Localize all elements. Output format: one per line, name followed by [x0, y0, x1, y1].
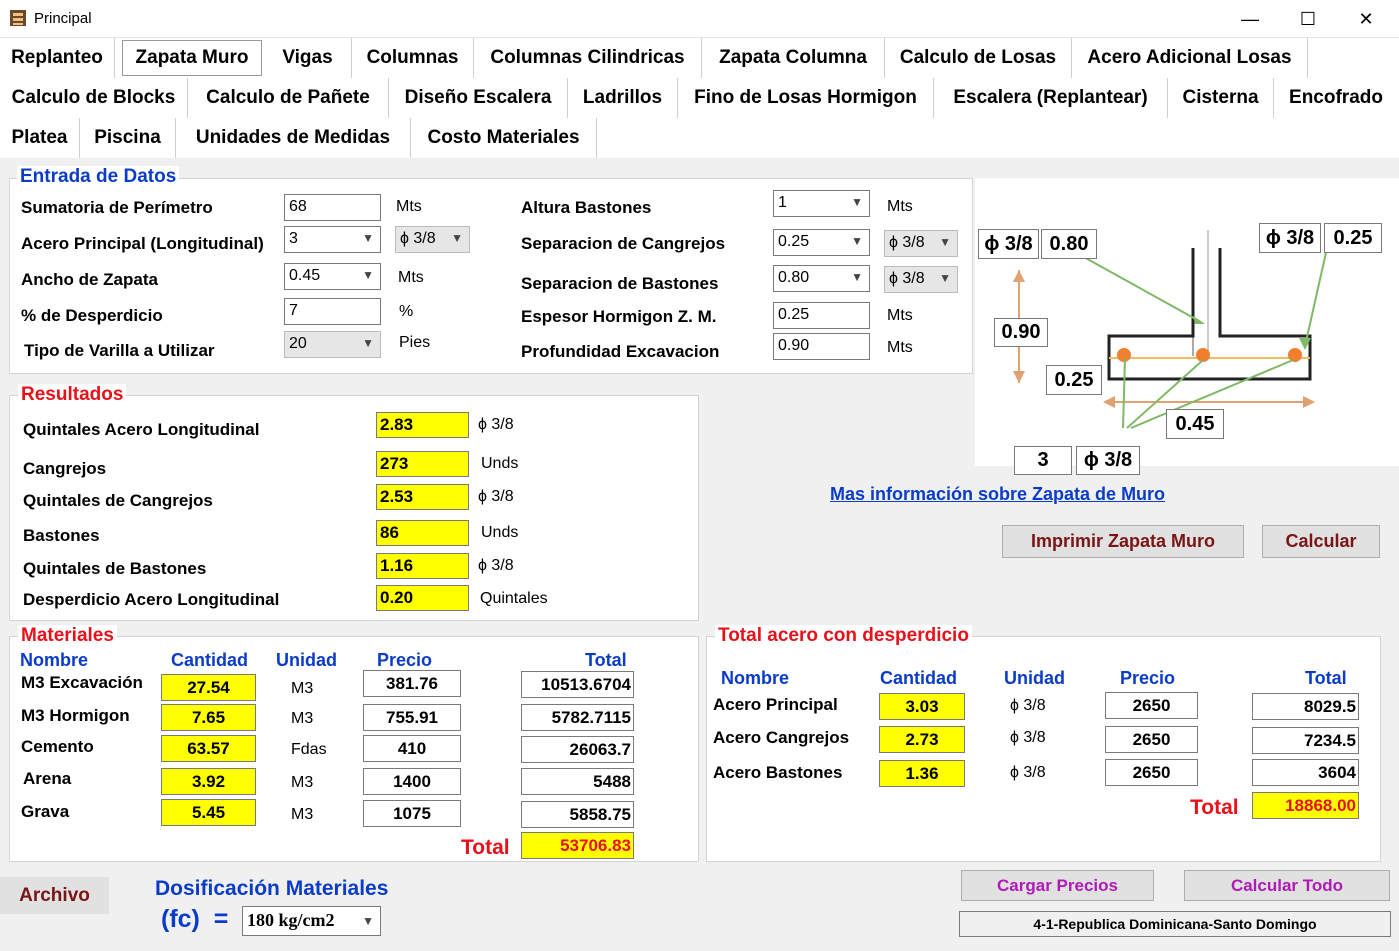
mat-nombre-1: M3 Hormigon — [21, 706, 130, 725]
profundidad-label: Profundidad Excavacion — [521, 342, 720, 361]
sep-bastones-label: Separacion de Bastones — [521, 274, 719, 293]
perimetro-input[interactable]: 68 — [284, 194, 381, 221]
diagram-bottom-diam: ϕ 3/8 — [1076, 446, 1140, 475]
acero-precio-0[interactable]: 2650 — [1105, 692, 1198, 719]
mat-total-0: 10513.6704 — [521, 671, 634, 698]
tab-costo-materiales[interactable]: Costo Materiales — [411, 118, 597, 158]
sep-cangrejos-diam-value: ϕ 3/8 — [889, 234, 925, 251]
mat-header-total: Total — [585, 650, 627, 670]
tab-strip — [0, 38, 1399, 158]
res-unit-4: ϕ 3/8 — [478, 557, 514, 574]
desperdicio-unit: % — [399, 303, 414, 320]
res-value-0: 2.83 — [376, 412, 469, 438]
mat-total-label: Total — [461, 836, 510, 859]
res-label-0: Quintales Acero Longitudinal — [23, 420, 260, 439]
acero-principal-label: Acero Principal (Longitudinal) — [21, 234, 264, 253]
res-label-4: Quintales de Bastones — [23, 559, 207, 578]
acero-diam-value: ϕ 3/8 — [400, 230, 436, 247]
mat-cantidad-0: 27.54 — [161, 674, 256, 701]
altura-bastones-unit: Mts — [887, 198, 913, 215]
varilla-value: 20 — [289, 335, 307, 352]
acero-nombre-0: Acero Principal — [713, 695, 838, 714]
altura-bastones-label: Altura Bastones — [521, 198, 652, 217]
minimize-button[interactable]: — — [1241, 8, 1259, 29]
acero-total-0: 8029.5 — [1252, 693, 1359, 720]
sep-cangrejos-select[interactable] — [773, 229, 870, 256]
perimetro-unit: Mts — [396, 198, 422, 215]
res-value-5: 0.20 — [376, 585, 469, 611]
chevron-down-icon: ▼ — [939, 235, 951, 249]
acero-principal-select[interactable] — [284, 226, 381, 253]
mat-precio-4[interactable]: 1075 — [363, 800, 461, 827]
fc-label: (fc) = — [161, 905, 229, 933]
mat-header-unidad: Unidad — [276, 650, 337, 670]
maximize-button[interactable]: ☐ — [1299, 8, 1317, 29]
tab-page-zapata-muro — [0, 158, 1399, 951]
res-unit-0: ϕ 3/8 — [478, 416, 514, 433]
tab-replanteo[interactable]: Replanteo — [0, 38, 115, 78]
mat-total-3: 5488 — [521, 768, 634, 795]
diagram-top-right-diam: ϕ 3/8 — [1259, 223, 1321, 253]
acero-nombre-1: Acero Cangrejos — [713, 728, 850, 747]
profundidad-unit: Mts — [887, 339, 913, 356]
acero-unidad-2: ϕ 3/8 — [1010, 764, 1046, 781]
mat-unidad-2: Fdas — [291, 741, 327, 758]
acero-total-1: 7234.5 — [1252, 727, 1359, 754]
res-unit-2: ϕ 3/8 — [478, 488, 514, 505]
tab-diseno-escalera[interactable]: Diseño Escalera — [389, 78, 568, 118]
res-value-4: 1.16 — [376, 553, 469, 579]
diagram-thickness: 0.25 — [1046, 365, 1102, 395]
mat-unidad-3: M3 — [291, 774, 314, 791]
tab-zapata-muro[interactable]: Zapata Muro — [122, 40, 262, 76]
chevron-down-icon: ▼ — [939, 271, 951, 285]
mat-precio-2[interactable]: 410 — [363, 735, 461, 762]
acero-unidad-0: ϕ 3/8 — [1010, 697, 1046, 714]
fc-select[interactable] — [242, 906, 381, 936]
res-value-2: 2.53 — [376, 484, 469, 510]
mat-nombre-4: Grava — [21, 802, 70, 821]
sep-bastones-value: 0.80 — [778, 269, 810, 286]
chevron-down-icon: ▼ — [851, 234, 863, 248]
perimetro-label: Sumatoria de Perímetro — [21, 198, 213, 217]
acero-cantidad-2: 1.36 — [879, 760, 965, 787]
resultados-legend: Resultados — [18, 384, 126, 406]
acero-cantidad-0: 3.03 — [879, 693, 965, 720]
acero-total-2: 3604 — [1252, 759, 1359, 786]
cargar-precios-button[interactable]: Cargar Precios — [961, 870, 1154, 901]
tab-cisterna[interactable]: Cisterna — [1168, 78, 1274, 118]
chevron-down-icon: ▼ — [851, 270, 863, 284]
imprimir-zapata-muro-button[interactable]: Imprimir Zapata Muro — [1002, 525, 1244, 558]
diagram-width: 0.45 — [1166, 409, 1224, 439]
tab-piscina[interactable]: Piscina — [80, 118, 176, 158]
tab-columnas-cilindricas[interactable]: Columnas Cilindricas — [474, 38, 702, 78]
acero-diam-select[interactable] — [395, 226, 470, 253]
tab-vigas[interactable]: Vigas — [264, 38, 352, 78]
mat-precio-1[interactable]: 755.91 — [363, 704, 461, 731]
espesor-label: Espesor Hormigon Z. M. — [521, 307, 717, 326]
tab-platea[interactable]: Platea — [0, 118, 80, 158]
tab-calculo-blocks[interactable]: Calculo de Blocks — [0, 78, 188, 118]
ancho-select[interactable] — [284, 263, 381, 290]
res-value-1: 273 — [376, 451, 469, 477]
acero-header-total: Total — [1305, 668, 1347, 688]
sep-cangrejos-diam-select[interactable] — [884, 230, 958, 257]
diagram-height: 0.90 — [994, 318, 1048, 347]
sep-bastones-select[interactable] — [773, 265, 870, 292]
acero-precio-2[interactable]: 2650 — [1105, 759, 1198, 786]
diagram-count: 3 — [1014, 446, 1072, 475]
acero-cantidad-1: 2.73 — [879, 726, 965, 753]
espesor-unit: Mts — [887, 307, 913, 324]
mat-precio-0[interactable]: 381.76 — [363, 670, 461, 697]
diagram-top-left-diam: ϕ 3/8 — [978, 229, 1039, 259]
tab-encofrado[interactable]: Encofrado — [1289, 87, 1383, 108]
mat-cantidad-1: 7.65 — [161, 704, 256, 731]
materiales-legend: Materiales — [18, 625, 117, 647]
acero-principal-value: 3 — [289, 230, 298, 247]
res-label-5: Desperdicio Acero Longitudinal — [23, 590, 280, 609]
mat-unidad-4: M3 — [291, 806, 314, 823]
res-unit-3: Unds — [481, 524, 519, 541]
chevron-down-icon: ▼ — [362, 336, 374, 350]
varilla-unit: Pies — [399, 334, 431, 351]
window-title: Principal — [34, 10, 92, 27]
mat-nombre-0: M3 Excavación — [21, 673, 143, 692]
tab-zapata-columna[interactable]: Zapata Columna — [702, 38, 885, 78]
altura-bastones-value: 1 — [778, 194, 787, 211]
desperdicio-label: % de Desperdicio — [21, 306, 163, 325]
fc-value: 180 kg/cm2 — [247, 910, 335, 930]
chevron-down-icon: ▼ — [362, 231, 374, 245]
dosificacion-title: Dosificación Materiales — [155, 877, 389, 900]
diagram-top-left-val: 0.80 — [1041, 229, 1097, 259]
sep-cangrejos-label: Separacion de Cangrejos — [521, 234, 726, 253]
mat-cantidad-4: 5.45 — [161, 799, 256, 826]
espesor-input[interactable]: 0.25 — [773, 302, 870, 329]
acero-header-precio: Precio — [1120, 668, 1176, 688]
mat-total-value: 53706.83 — [521, 832, 634, 859]
entrada-legend: Entrada de Datos — [17, 166, 179, 188]
tab-fino-losas[interactable]: Fino de Losas Hormigon — [678, 78, 934, 118]
ancho-label: Ancho de Zapata — [21, 270, 158, 289]
location-field: 4-1-Republica Dominicana-Santo Domingo — [959, 911, 1391, 937]
archivo-button[interactable]: Archivo — [0, 877, 109, 914]
res-unit-1: Unds — [481, 455, 519, 472]
chevron-down-icon: ▼ — [451, 231, 463, 245]
mat-cantidad-3: 3.92 — [161, 768, 256, 795]
mas-informacion-link[interactable]: Mas información sobre Zapata de Muro — [830, 484, 1166, 504]
res-value-3: 86 — [376, 520, 469, 546]
mat-nombre-2: Cemento — [21, 737, 94, 756]
varilla-label: Tipo de Varilla a Utilizar — [24, 341, 215, 360]
acero-precio-1[interactable]: 2650 — [1105, 726, 1198, 753]
acero-total-label: Total — [1190, 796, 1239, 819]
acero-header-cantidad: Cantidad — [880, 668, 958, 688]
ancho-value: 0.45 — [289, 267, 321, 284]
mat-header-cantidad: Cantidad — [171, 650, 249, 670]
tab-unidades-medidas[interactable]: Unidades de Medidas — [176, 118, 411, 158]
mat-nombre-3: Arena — [23, 769, 72, 788]
acero-header-unidad: Unidad — [1004, 668, 1065, 688]
title-bar — [0, 0, 1399, 38]
tab-ladrillos[interactable]: Ladrillos — [568, 78, 678, 118]
profundidad-input[interactable]: 0.90 — [773, 333, 870, 360]
chevron-down-icon: ▼ — [851, 195, 863, 209]
mat-total-4: 5858.75 — [521, 801, 634, 828]
ancho-unit: Mts — [398, 269, 424, 286]
acero-unidad-1: ϕ 3/8 — [1010, 729, 1046, 746]
chevron-down-icon: ▼ — [362, 914, 374, 928]
res-unit-5: Quintales — [480, 590, 548, 607]
close-button[interactable]: ✕ — [1358, 8, 1374, 29]
res-label-3: Bastones — [23, 526, 100, 545]
mat-header-nombre: Nombre — [20, 650, 89, 670]
mat-header-precio: Precio — [377, 650, 433, 670]
sep-bastones-diam-select[interactable] — [884, 266, 958, 293]
acero-header-nombre: Nombre — [721, 668, 790, 688]
calcular-button[interactable]: Calcular — [1262, 525, 1380, 558]
res-label-2: Quintales de Cangrejos — [23, 491, 213, 510]
diagram-panel — [975, 178, 1399, 471]
altura-bastones-select[interactable] — [773, 190, 870, 217]
desperdicio-input[interactable]: 7 — [284, 298, 381, 325]
tab-calculo-losas[interactable]: Calculo de Losas — [885, 38, 1072, 78]
acero-nombre-2: Acero Bastones — [713, 763, 843, 782]
mat-unidad-0: M3 — [291, 680, 314, 697]
mat-total-1: 5782.7115 — [521, 704, 634, 731]
mat-cantidad-2: 63.57 — [161, 735, 256, 762]
varilla-select[interactable] — [284, 331, 381, 358]
acero-total-legend: Total acero con desperdicio — [715, 625, 972, 647]
tab-acero-adicional-losas[interactable]: Acero Adicional Losas — [1072, 38, 1308, 78]
chevron-down-icon: ▼ — [362, 268, 374, 282]
tab-columnas[interactable]: Columnas — [352, 38, 474, 78]
diagram-top-right-val: 0.25 — [1324, 223, 1382, 253]
app-icon — [9, 9, 27, 27]
mat-total-2: 26063.7 — [521, 736, 634, 763]
tab-escalera-replantear[interactable]: Escalera (Replantear) — [934, 78, 1168, 118]
res-label-1: Cangrejos — [23, 459, 107, 478]
tab-calculo-panete[interactable]: Calculo de Pañete — [188, 78, 389, 118]
sep-bastones-diam-value: ϕ 3/8 — [889, 270, 925, 287]
mat-precio-3[interactable]: 1400 — [363, 768, 461, 795]
sep-cangrejos-value: 0.25 — [778, 233, 810, 250]
mat-unidad-1: M3 — [291, 710, 314, 727]
calcular-todo-button[interactable]: Calcular Todo — [1184, 870, 1390, 901]
acero-total-value: 18868.00 — [1252, 792, 1359, 819]
